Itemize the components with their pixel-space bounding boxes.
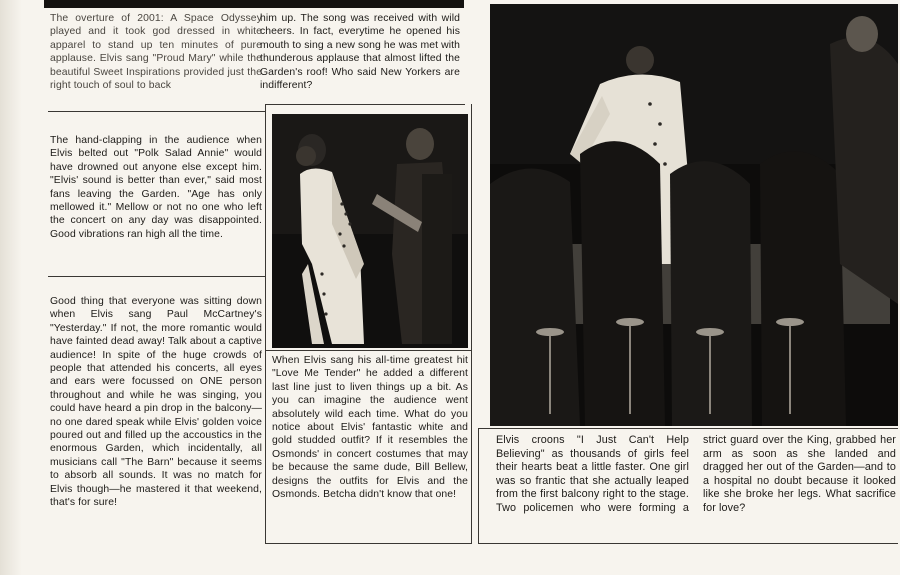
column2-para1-text: him up. The song was received with wild cheers. In fact, everytime he opened his mouth to sing a new song he was met with thunderous applause that almost lifted the Garden's roof! Who said New Yorkers are indifferent? [260, 13, 460, 92]
column1-para1-text: The overture of 2001: A Space Odyssey played and it took god dressed in white apparel to stand up ten minutes of pure applause. Elvis sang "Proud Mary" while the beautiful Sweet Inspirations provided just the right touch of soul to back [50, 13, 262, 92]
right-caption [496, 434, 896, 524]
column2-caption-text: When Elvis sang his all-time greatest hit "Love Me Tender" he added a different last line just to liven things up a bit. As you can imagine the audience went absolutely wild each time. What do you notice about Elvis' fantastic white and gold studded outfit? If it resembles the Osmonds' in concert costumes that may be because the same dude, Bill Bellew, designs the outfits for Elvis and the Osmonds. Betcha didn't know that one! [272, 355, 468, 501]
divider-col1-b [48, 276, 265, 277]
divider-bottom-right [478, 543, 898, 544]
column1-para3-text: Good thing that everyone was sitting down when Elvis sang Paul McCartney's "Yesterday." If not, the more romantic would have fainted dead away! Talk about a captive audience! In spite of the huge crowds of people that attended his concerts, all eyes and ears were focussed on ONE person throughout and while he was singing, you could have heard a pin drop in the balcony—no one dared speak while Elvis' golden voice poured out and filled up the accoustics in the enormous Garden, which incidentally, all musicians call "The Barn" because it seems to absorb all sounds. It was no match for Elvis though—he mastered it that weekend, that's for sure! [50, 296, 262, 509]
divider-col2-photo [265, 350, 471, 351]
elvis-stage-crowd-photo [490, 4, 898, 426]
divider-col1-a [48, 111, 265, 112]
column2-caption [272, 354, 468, 524]
page-fold-shadow [0, 0, 22, 575]
divider-vertical-2 [471, 104, 472, 544]
divider-vertical-1 [265, 104, 266, 544]
divider-right-photo [478, 428, 898, 429]
elvis-guitarist-photo [272, 114, 468, 348]
divider-bottom-mid [265, 543, 472, 544]
column1-para2 [50, 134, 262, 270]
elvis-guitarist-illustration [272, 114, 468, 348]
top-photo-edge [44, 0, 464, 8]
divider-vertical-3 [478, 428, 479, 544]
column1-para3 [50, 295, 262, 541]
column1-para1 [50, 12, 262, 106]
column1-para2-text: The hand-clapping in the audience when Elvis belted out "Polk Salad Annie" would have drowned out anyone else except him. "Elvis' sound is better than ever," said most fans leaving the Garden. "Age has only mellowed it." Mellow or not no one who left the concert on any day was disappointed. Good vibrations ran high all the time. [50, 135, 262, 240]
column2-para1 [260, 12, 460, 94]
divider-col2-top [265, 104, 465, 105]
right-caption-text: Elvis croons "I Just Can't Help Believing" as thousands of girls feel their hearts beat a little faster. One girl was so frantic that she actually leaped from the first balcony right to the stage. Two policemen who were forming a strict guard over the King, grabbed her arm as soon as she landed and dragged her out of the Garden—and to a hospital no doubt because it looked like she broke her legs. What sacrifice for love? [496, 434, 896, 514]
elvis-stage-crowd-illustration [490, 4, 898, 426]
